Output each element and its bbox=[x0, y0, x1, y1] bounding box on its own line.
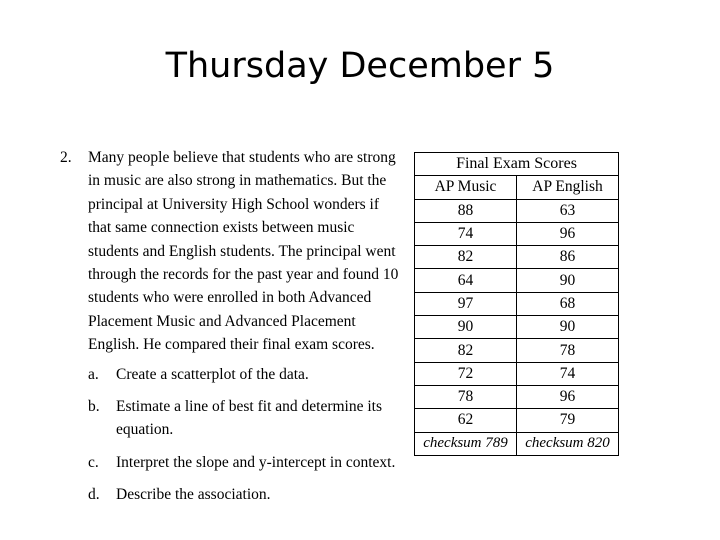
table-body bbox=[415, 199, 619, 455]
final-exam-scores-table bbox=[414, 152, 619, 456]
problem-part bbox=[88, 395, 405, 442]
problem-block bbox=[60, 146, 405, 516]
table-cell: 90 bbox=[517, 269, 619, 292]
table-cell: 82 bbox=[415, 339, 517, 362]
table-header-row bbox=[415, 176, 619, 199]
part-letter: d. bbox=[88, 486, 100, 504]
problem-part bbox=[88, 451, 405, 474]
table-title-row bbox=[415, 153, 619, 176]
table-row bbox=[415, 246, 619, 269]
part-text: Create a scatterplot of the data. bbox=[116, 365, 309, 383]
table-cell: 74 bbox=[517, 362, 619, 385]
checksum-ap-english: checksum 820 bbox=[517, 432, 619, 455]
problem-part bbox=[88, 483, 405, 506]
part-letter: b. bbox=[88, 398, 100, 416]
table-title: Final Exam Scores bbox=[415, 153, 619, 176]
part-text: Interpret the slope and y-intercept in context. bbox=[116, 453, 396, 471]
table-cell: 63 bbox=[517, 199, 619, 222]
part-text: Estimate a line of best fit and determine its equation. bbox=[116, 398, 383, 439]
slide-title: Thursday December 5 bbox=[165, 46, 555, 86]
table-row bbox=[415, 269, 619, 292]
table-cell: 86 bbox=[517, 246, 619, 269]
part-letter: a. bbox=[88, 365, 99, 383]
part-letter: c. bbox=[88, 453, 99, 471]
problem-number: 2. bbox=[60, 149, 72, 166]
checksum-ap-music: checksum 789 bbox=[415, 432, 517, 455]
table-row bbox=[415, 339, 619, 362]
table-cell: 74 bbox=[415, 222, 517, 245]
problem-part bbox=[88, 363, 405, 386]
table-cell: 97 bbox=[415, 292, 517, 315]
table-cell: 82 bbox=[415, 246, 517, 269]
table-row bbox=[415, 292, 619, 315]
problem-parts bbox=[60, 363, 405, 507]
table-row bbox=[415, 316, 619, 339]
scores-table-wrapper bbox=[414, 152, 619, 456]
table-row bbox=[415, 385, 619, 408]
table-row bbox=[415, 409, 619, 432]
table-row bbox=[415, 362, 619, 385]
table-cell: 96 bbox=[517, 222, 619, 245]
problem-statement bbox=[60, 146, 405, 357]
part-text: Describe the association. bbox=[116, 486, 271, 504]
table-cell: 68 bbox=[517, 292, 619, 315]
table-row bbox=[415, 222, 619, 245]
table-cell: 78 bbox=[415, 385, 517, 408]
column-header-ap-english: AP English bbox=[517, 176, 619, 199]
table-cell: 64 bbox=[415, 269, 517, 292]
table-row bbox=[415, 199, 619, 222]
column-header-ap-music: AP Music bbox=[415, 176, 517, 199]
checksum-row bbox=[415, 432, 619, 455]
table-cell: 78 bbox=[517, 339, 619, 362]
table-cell: 90 bbox=[517, 316, 619, 339]
problem-text: Many people believe that students who are strong in music are also strong in mathematics. But the principal at University High School wonders if that same connection exists between music students and English students. The principal went through the records for the past year and found 10 students who were enrolled in both Advanced Placement Music and Advanced Placement English. He compared their final exam scores. bbox=[88, 149, 399, 354]
table-cell: 96 bbox=[517, 385, 619, 408]
table-cell: 90 bbox=[415, 316, 517, 339]
table-cell: 79 bbox=[517, 409, 619, 432]
table-cell: 62 bbox=[415, 409, 517, 432]
table-cell: 72 bbox=[415, 362, 517, 385]
table-cell: 88 bbox=[415, 199, 517, 222]
